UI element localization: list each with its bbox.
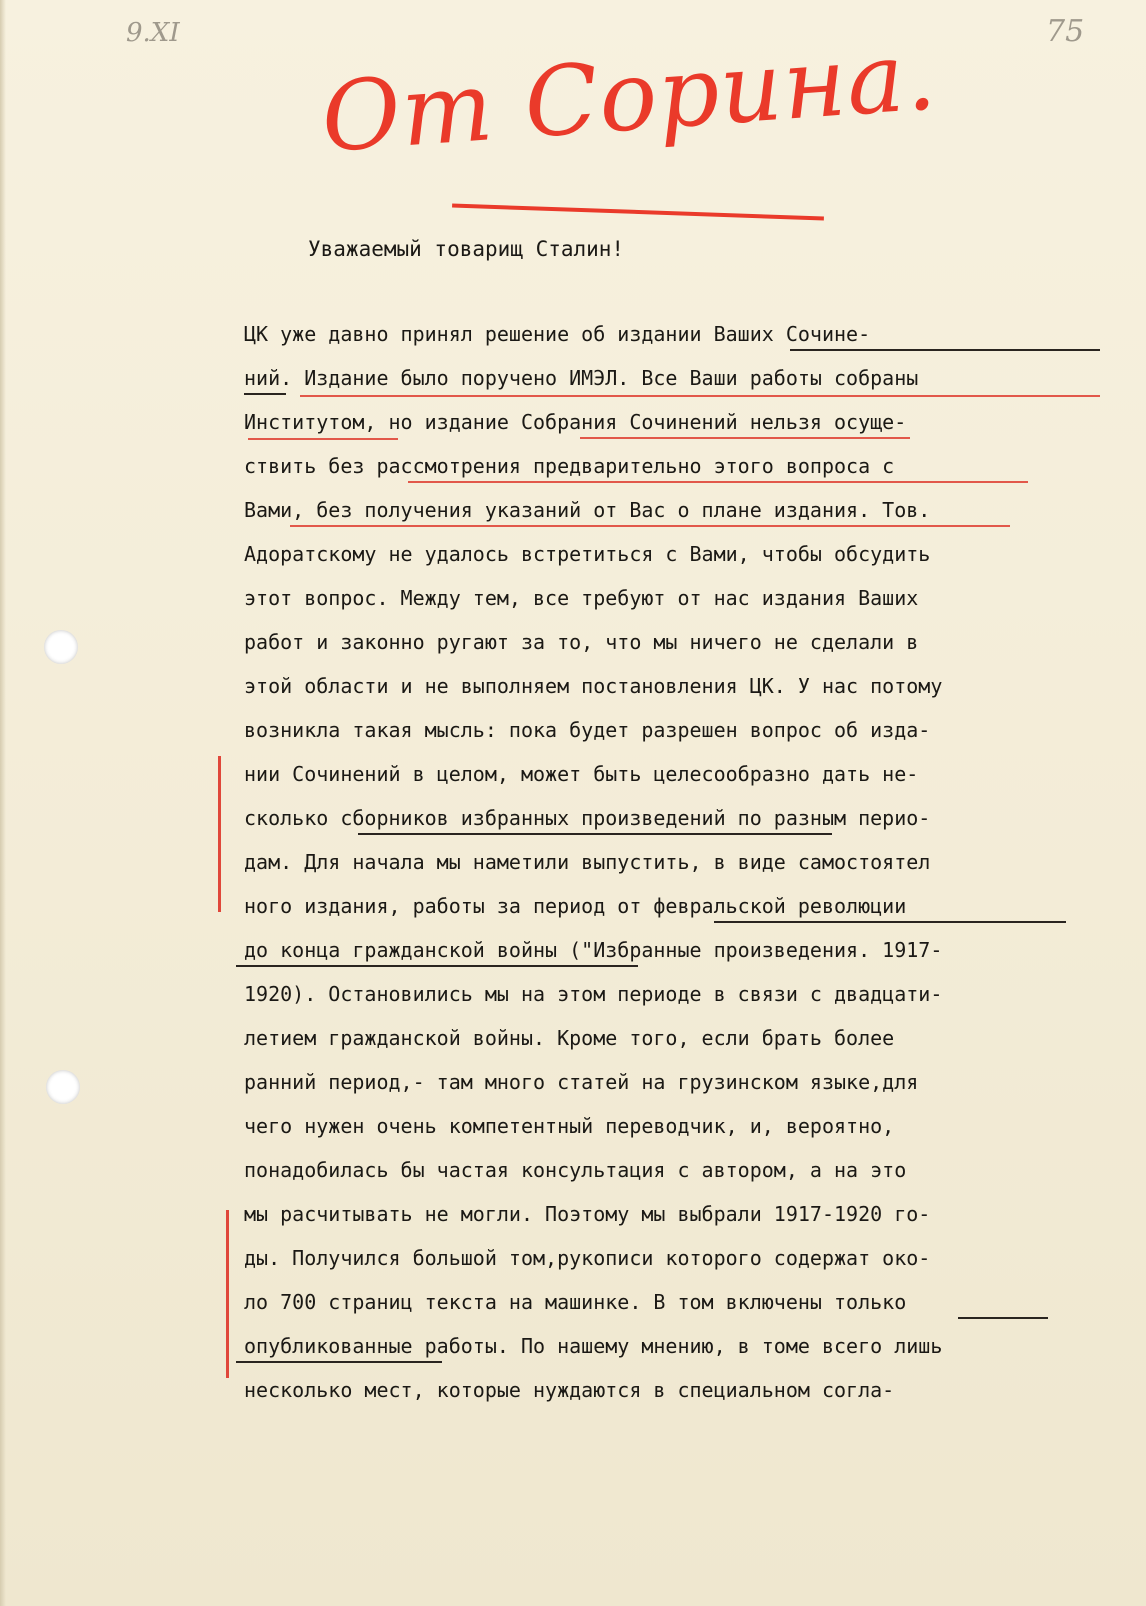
text-line-15: до конца гражданской войны ("Избранные произведения. 1917- — [244, 938, 943, 962]
text-line-4: ствить без рассмотрения предварительно этого вопроса с — [244, 454, 895, 478]
underline-red — [408, 481, 1028, 483]
underline-red — [290, 525, 1010, 527]
text-line-25: несколько мест, которые нуждаются в специальном согла- — [244, 1378, 895, 1402]
underline-red — [580, 437, 910, 439]
underline-dark — [236, 965, 638, 967]
heading-underline — [452, 204, 824, 221]
margin-mark — [218, 756, 221, 912]
text-line-9: этой области и не выполняем постановления ЦК. У нас потому — [244, 674, 943, 698]
text-line-19: чего нужен очень компетентный переводчик, и, вероятно, — [244, 1114, 895, 1138]
text-line-17: летием гражданской войны. Кроме того, если брать более — [244, 1026, 895, 1050]
text-line-20: понадобилась бы частая консультация с автором, а на это — [244, 1158, 907, 1182]
text-line-24: опубликованные работы. По нашему мнению, в томе всего лишь — [244, 1334, 943, 1358]
text-line-22: ды. Получился большой том,рукописи которого содержат око- — [244, 1246, 931, 1270]
salutation: Уважаемый товарищ Сталин! — [308, 237, 625, 261]
underline-red — [248, 438, 398, 440]
handwritten-heading: От Сорина. — [318, 19, 941, 174]
text-line-21: мы расчитывать не могли. Поэтому мы выбрали 1917-1920 го- — [244, 1202, 931, 1226]
text-line-16: 1920). Остановились мы на этом периоде в связи с двадцати- — [244, 982, 943, 1006]
punch-hole-top — [44, 630, 78, 664]
text-line-6: Адоратскому не удалось встретиться с Вами, чтобы обсудить — [244, 542, 931, 566]
page-edge — [0, 0, 6, 1606]
text-line-13: дам. Для начала мы наметили выпустить, в виде самостоятел — [244, 850, 931, 874]
text-line-10: возникла такая мысль: пока будет разрешен вопрос об изда- — [244, 718, 931, 742]
text-line-7: этот вопрос. Между тем, все требуют от нас издания Ваших — [244, 586, 919, 610]
margin-mark — [226, 1210, 229, 1378]
text-line-23: ло 700 страниц текста на машинке. В том включены только — [244, 1290, 907, 1314]
underline-dark — [714, 921, 1066, 923]
underline-red — [300, 395, 1100, 397]
text-line-12: сколько сборников избранных произведений по разным перио- — [244, 806, 931, 830]
archive-mark: 9.XI — [126, 18, 180, 48]
text-line-2: ний. Издание было поручено ИМЭЛ. Все Ваши работы собраны — [244, 366, 919, 390]
text-line-3: Институтом, но издание Собрания Сочинений нельзя осуще- — [244, 410, 907, 434]
text-line-8: работ и законно ругают за то, что мы ничего не сделали в — [244, 630, 919, 654]
text-line-14: ного издания, работы за период от февральской революции — [244, 894, 907, 918]
underline-dark — [358, 833, 832, 835]
text-line-1: ЦК уже давно принял решение об издании Ваших Сочине- — [244, 322, 871, 346]
text-line-18: ранний период,- там много статей на грузинском языке,для — [244, 1070, 919, 1094]
underline-dark — [958, 1317, 1048, 1319]
text-line-11: нии Сочинений в целом, может быть целесообразно дать не- — [244, 762, 919, 786]
page-number: 75 — [1046, 14, 1085, 49]
punch-hole-bottom — [46, 1070, 80, 1104]
underline-dark — [244, 393, 286, 395]
text-line-5: Вами, без получения указаний от Вас о плане издания. Тов. — [244, 498, 931, 522]
underline-dark — [790, 349, 1100, 351]
underline-dark — [236, 1361, 442, 1363]
